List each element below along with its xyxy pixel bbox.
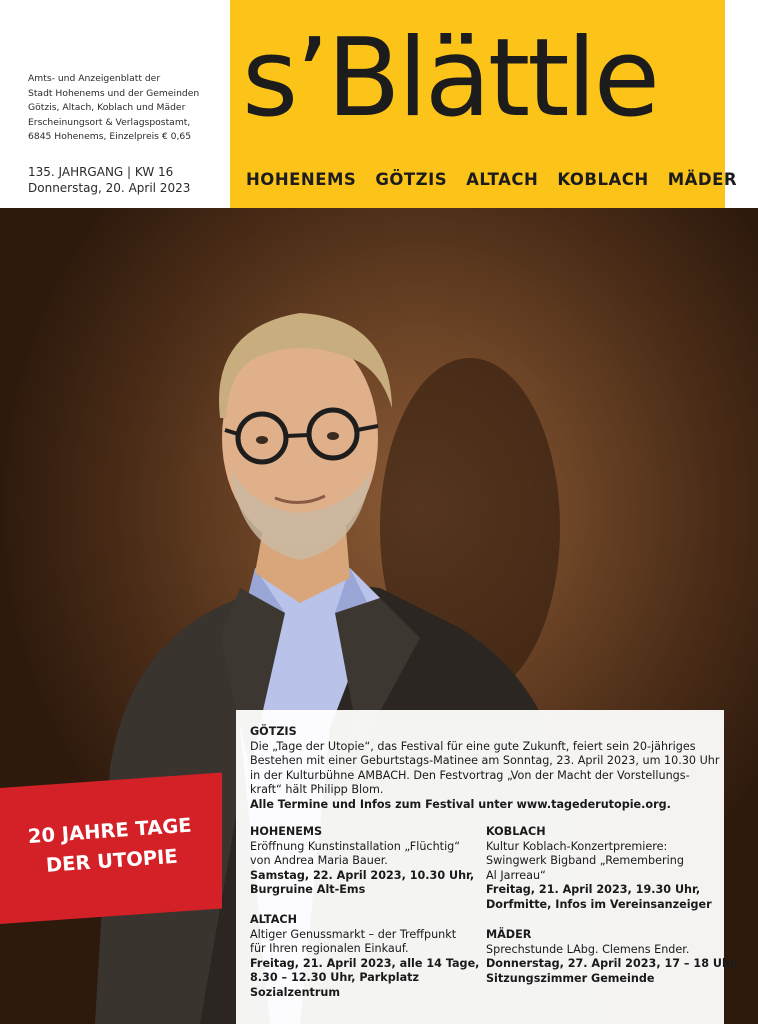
section-date-line: Burgruine Alt-Ems <box>250 883 366 896</box>
section-heading: ALTACH <box>250 913 297 926</box>
section-heading: MÄDER <box>486 928 532 941</box>
section-text-line: kraft“ hält Philipp Blom. <box>250 783 384 796</box>
town-list <box>246 170 737 189</box>
section-koblach <box>486 825 712 912</box>
section-heading: KOBLACH <box>486 825 546 838</box>
section-text-line: von Andrea Maria Bauer. <box>250 854 388 867</box>
section-text-line: in der Kulturbühne AMBACH. Den Festvortrag „Von der Macht der Vorstellungs- <box>250 768 690 782</box>
section-text-line: Altiger Genussmarkt – der Treffpunkt <box>250 927 457 941</box>
section-date-line: Donnerstag, 27. April 2023, 17 – 18 Uhr, <box>486 957 739 970</box>
section-date-line: Freitag, 21. April 2023, alle 14 Tage, <box>250 956 480 970</box>
section-date-line: Sitzungszimmer Gemeinde <box>486 971 655 985</box>
section-date-line: Sozialzentrum <box>250 985 341 999</box>
publisher-info-line: Götzis, Altach, Koblach und Mäder <box>28 102 186 114</box>
section-text-line: für Ihren regionalen Einkauf. <box>250 942 409 955</box>
section-heading: GÖTZIS <box>250 725 297 738</box>
badge-title-line: DER UTOPIE <box>45 844 179 877</box>
section-goetzis <box>250 725 720 812</box>
eye-left <box>256 436 268 444</box>
section-text-line: Swingwerk Bigband „Remembering <box>486 854 684 867</box>
section-text-line: Kultur Koblach-Konzertpremiere: <box>486 839 668 853</box>
issue-date: Donnerstag, 20. April 2023 <box>28 181 191 195</box>
section-text-line: Sprechstunde LAbg. Clemens Ender. <box>486 942 690 956</box>
issue-info <box>28 164 190 196</box>
town-altach: ALTACH <box>466 170 539 189</box>
town-koblach: KOBLACH <box>557 170 649 189</box>
masthead-logo: s’Blättle <box>242 16 658 141</box>
town-hohenems: HOHENEMS <box>246 170 357 189</box>
town-maeder: MÄDER <box>667 170 738 189</box>
publisher-info <box>28 72 224 145</box>
publisher-info-line: Erscheinungsort & Verlagspostamt, <box>28 116 191 128</box>
section-altach <box>250 913 479 1000</box>
publisher-info-line: 6845 Hohenems, Einzelpreis € 0,65 <box>28 131 192 143</box>
glasses-bridge <box>286 435 309 436</box>
event-panel <box>236 710 739 1024</box>
issue-volume: 135. JAHRGANG | KW 16 <box>28 165 174 179</box>
festival-link-text: Alle Termine und Infos zum Festival unter www.tagederutopie.org. <box>250 797 671 811</box>
eye-right <box>327 432 339 440</box>
publisher-info-line: Amts- und Anzeigenblatt der <box>28 73 161 84</box>
section-heading: HOHENEMS <box>250 825 323 838</box>
masthead-logo-box <box>230 0 738 216</box>
publisher-info-line: Stadt Hohenems und der Gemeinden <box>28 87 200 99</box>
section-maeder <box>486 928 738 986</box>
section-text-line: Eröffnung Kunstinstallation „Flüchtig“ <box>250 839 461 853</box>
town-goetzis: GÖTZIS <box>375 170 448 189</box>
section-text-line: Al Jarreau“ <box>486 868 546 882</box>
section-date-line: 8.30 – 12.30 Uhr, Parkplatz <box>250 971 419 984</box>
badge-title-line: 20 JAHRE TAGE <box>27 813 193 849</box>
section-text-line: Bestehen mit einer Geburtstags-Matinee am Sonntag, 23. April 2023, um 10.30 Uhr <box>250 754 720 767</box>
section-date-line: Dorfmitte, Infos im Vereinsanzeiger <box>486 897 712 911</box>
section-date-line: Freitag, 21. April 2023, 19.30 Uhr, <box>486 883 701 896</box>
section-text-line: Die „Tage der Utopie“, das Festival für eine gute Zukunft, feiert sein 20-jähriges <box>250 739 696 753</box>
section-hohenems <box>250 825 474 898</box>
section-date-line: Samstag, 22. April 2023, 10.30 Uhr, <box>250 868 475 882</box>
